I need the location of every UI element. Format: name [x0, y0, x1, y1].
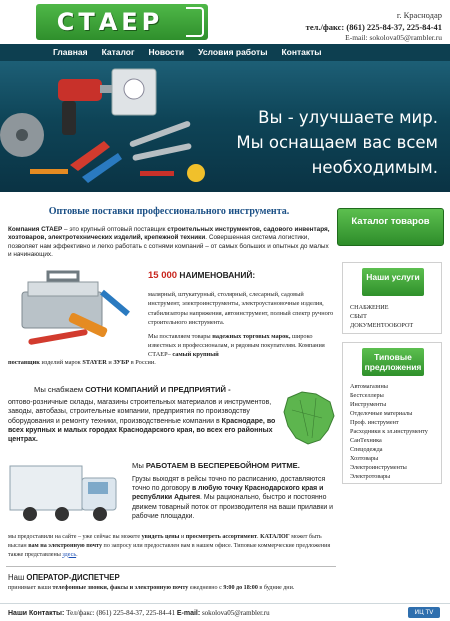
rhythm-text-1: Грузы выходят в рейсы точно по расписанию, доставляются точно по договору	[132, 476, 326, 493]
dispatcher-heading	[8, 573, 120, 582]
dispatcher-paragraph	[8, 584, 338, 593]
toolbox-image	[8, 270, 140, 358]
site-header	[0, 0, 450, 44]
rhythm-region: в любую точку Краснодарского края и республики Адыгея	[132, 485, 324, 502]
dispatcher-text-3: в будние дни.	[257, 585, 295, 591]
supply-tail	[8, 359, 336, 366]
tools-illustration	[0, 61, 210, 192]
catalog-button[interactable]: Каталог товаров	[337, 208, 444, 246]
dispatcher-text-2: ежедневно с	[188, 585, 224, 591]
companies-heading-bold: СОТНИ КОМПАНИЙ И ПРЕДПРИЯТИЙ -	[85, 385, 231, 394]
prices-text-4: может быть выслан	[8, 534, 322, 549]
supply-text-1: Мы поставляем товары	[148, 333, 213, 340]
supply-tail-text-3: в России.	[129, 359, 156, 366]
header-email[interactable]: E-mail: sokolova05@rambler.ru	[345, 33, 442, 42]
footer-contacts	[8, 609, 270, 617]
offer-item[interactable]: Отделочные материалы	[350, 410, 413, 417]
nav-contacts[interactable]: Контакты	[281, 47, 322, 57]
supply-tail-text-1: изделий марок	[39, 359, 83, 366]
divider	[6, 566, 336, 567]
supply-largest: самый крупный	[172, 351, 219, 359]
supply-text-2: широко известных и профессионалам, и рядовым покупателям. Компания СТАЕР–	[148, 333, 325, 359]
offer-item[interactable]: СанТехника	[350, 437, 382, 444]
region-map	[282, 388, 338, 448]
companies-heading-pre: Мы снабжаем	[34, 385, 86, 394]
hero-banner	[0, 61, 450, 192]
service-item[interactable]: ДОКУМЕНТООБОРОТ	[350, 322, 414, 329]
nav-news[interactable]: Новости	[148, 47, 185, 57]
prices-paragraph	[8, 533, 338, 559]
rhythm-heading-bold: РАБОТАЕМ В БЕСПЕРЕБОЙНОМ РИТМЕ.	[145, 461, 300, 470]
rhythm-paragraph	[132, 475, 337, 521]
dispatcher-heading-bold: ОПЕРАТОР-ДИСПЕТЧЕР	[26, 573, 120, 582]
dispatcher-hours: 9:00 до 18:00	[223, 585, 258, 591]
logo[interactable]	[36, 4, 208, 40]
rhythm-heading-pre: Мы	[132, 461, 146, 470]
prices-text-5: по запросу или предоставлен вам в нашем офисе. Типовые коммерческие предложения также представлены	[8, 542, 331, 558]
banner-line-2: Мы оснащаем вас всем	[236, 133, 438, 152]
nav-terms[interactable]: Условия работы	[198, 47, 268, 57]
offers-title: Типовые предложения	[362, 348, 424, 376]
page-title: Оптовые поставки профессионального инструмента.	[48, 206, 290, 217]
footer-label: Наши Контакты:	[8, 610, 65, 617]
site-footer	[0, 603, 450, 621]
truck-image	[8, 460, 128, 528]
items-count-label: НАИМЕНОВАНИЙ:	[177, 270, 256, 280]
banner-line-1: Вы - улучшаете мир.	[258, 108, 438, 127]
prices-view-assortment: просмотреть ассортимент	[185, 534, 258, 540]
prices-text-2: и	[179, 534, 186, 540]
dispatcher-text-1: принимает ваши	[8, 585, 53, 591]
prices-email: вам на электронную почту	[28, 542, 103, 549]
prices-text-1: мы предоставили на сайте – уже сейчас вы можете	[8, 534, 142, 540]
brand-stayer: STAYER	[82, 359, 107, 366]
footer-email-label: E-mail:	[176, 610, 201, 617]
intro-text-1: – это крупный оптовый поставщик	[62, 226, 168, 233]
drill-icon	[58, 79, 102, 101]
service-item[interactable]: СБЫТ	[350, 313, 367, 320]
footer-badge[interactable]: ИЦ ТV	[408, 607, 440, 618]
banner-line-3: необходимым.	[311, 158, 438, 177]
companies-text: оптово-розничные склады, магазины строительных материалов и инструментов, заводы, автобазы, строительные компании, предприятия по производству оборудования и ремонту техники, производственные компании в	[8, 399, 272, 425]
offer-item[interactable]: Хозтовары	[350, 455, 379, 462]
paint-roller-icon	[186, 7, 204, 37]
companies-paragraph	[8, 398, 280, 444]
intro-products: строительных инструментов, садового инвентаря, хозтоваров, электротехнических изделий, крепежной техники	[8, 226, 330, 242]
header-phone: тел./факс: (861) 225-84-37, 225-84-41	[305, 22, 442, 32]
footer-phone: Тел/факс: (861) 225-84-37, 225-84-41	[64, 609, 177, 617]
supply-supplier: поставщик	[8, 359, 40, 366]
offer-item[interactable]: Проф. инструмент	[350, 419, 399, 426]
services-list	[350, 303, 413, 330]
companies-heading	[34, 385, 231, 394]
prices-here-link[interactable]: здесь	[62, 551, 77, 558]
logo-text: СТАЕР	[56, 8, 164, 36]
rhythm-text-2: . Мы рационально, быстро и постоянно движем товарный поток от производителя на ваши прилавки и рабочие площадки.	[132, 494, 334, 520]
offer-item[interactable]: Расходники к эл.инструменту	[350, 428, 428, 435]
brand-zubr: ЗУБР	[113, 359, 130, 366]
dispatcher-channels: телефонные звонки, факсы и электронную почту	[52, 585, 189, 591]
offer-item[interactable]: Автомагазины	[350, 383, 388, 390]
intro-text-2: . Совершенная система логистики, позволяет нам эффективно и легко работать с сотнями компаний – от самых больших и опытных до малых и начинающих.	[8, 234, 329, 259]
services-title: Наши услуги	[362, 268, 424, 296]
offer-item[interactable]: Электроинструменты	[350, 464, 407, 471]
nav-catalog[interactable]: Каталог	[101, 47, 135, 57]
companies-region: Краснодаре, во всех крупных и малых городах Краснодарского края, во всех его районных центрах.	[8, 417, 276, 444]
footer-email[interactable]: sokolova05@rambler.ru	[200, 609, 270, 617]
items-count-number: 15 000	[148, 270, 178, 281]
offer-item[interactable]: Инструменты	[350, 401, 387, 408]
nav-home[interactable]: Главная	[53, 47, 88, 57]
main-nav	[0, 44, 450, 61]
dispatcher-heading-pre: Наш	[8, 573, 27, 582]
prices-see-prices: увидеть цены	[141, 534, 180, 540]
intro-paragraph	[8, 226, 333, 260]
header-city: г. Краснодар	[396, 10, 442, 20]
supply-paragraph	[148, 332, 336, 360]
rhythm-heading	[132, 461, 300, 470]
offer-item[interactable]: Электротовары	[350, 473, 391, 480]
prices-catalog: КАТАЛОГ	[260, 534, 290, 540]
offers-list	[350, 382, 428, 481]
service-item[interactable]: СНАБЖЕНИЕ	[350, 304, 389, 311]
items-count-heading	[148, 270, 255, 281]
supply-tail-text-2: и	[106, 359, 114, 366]
intro-company: Компания СТАЕР	[8, 226, 63, 233]
prices-text-6: .	[76, 551, 78, 558]
supply-trusted-brands: надежных торговых марок,	[212, 333, 291, 340]
offer-item[interactable]: Бестселлеры	[350, 392, 384, 399]
offer-item[interactable]: Спецодежда	[350, 446, 383, 453]
prices-text-3: .	[257, 534, 261, 540]
items-categories: малярный, штукатурный, столярный, слесарный, садовый инструмент, электроинструменты, электроустановочные изделия, стабилизаторы напряжения, автоинструмент, полный спектр ручного строительного инструмента.	[148, 291, 334, 326]
